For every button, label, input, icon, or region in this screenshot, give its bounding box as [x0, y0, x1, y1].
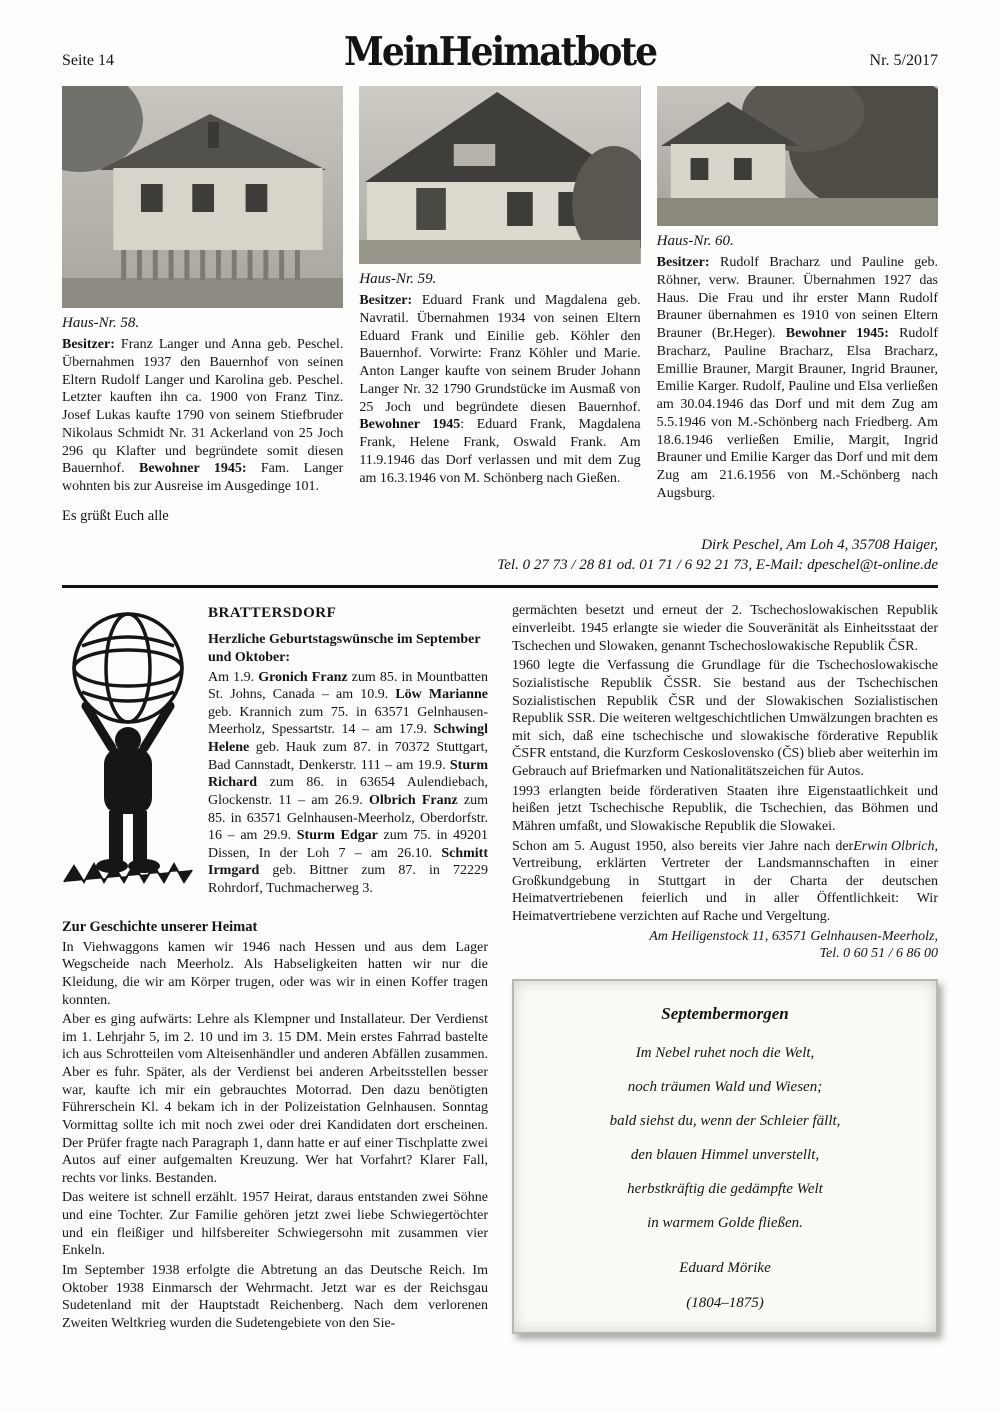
- house-60-column: [657, 86, 938, 525]
- house-60-text: Besitzer: Rudolf Bracharz und Pauline geb. Röhner, verw. Brauner. Übernahmen 1927 das Haus. Die Frau und ihr erster Mann Rudolf Brauner übernahmen es 1910 von seinen Eltern Brauner (Br.Heger). Bewohner 1945: Rudolf Bracharz, Pauline Bracharz, Elsa Bracharz, Emillie Brauner, Margit Brauner, Ingrid Brauner, Emilie Karger. Rudolf, Pauline und Elsa verließen am 30.04.1946 das Dorf und mit dem Zug am 5.5.1946 von M.-Schönberg nach Friedberg. Am 18.6.1946 verließen Emilie, Margit, Ingrid Brauner und Emilie Karger das Dorf und mit dem Zug am 21.6.1956 von M.-Schönberg nach Augsburg.: [656, 255, 938, 501]
- section-divider: [62, 585, 938, 588]
- house-59-column: [359, 86, 640, 525]
- left-column: [62, 602, 488, 1334]
- house-59-caption: Haus-Nr. 59.: [359, 271, 437, 287]
- olbrich-phone: Tel. 0 60 51 / 6 86 00: [819, 946, 938, 962]
- poem-line: in warmem Golde fließen.: [647, 1214, 803, 1231]
- birthday-list: Am 1.9. Gronich Franz zum 85. in Mountbatten St. Johns, Canada – am 10.9. Löw Marianne geb. Krannich zum 75. in 63571 Gelnhausen-Meerholz, Spessartstr. 14 – am 17.9. Schwingl Helene geb. Hauk zum 87. in 70372 Stuttgart, Bad Cannstadt, Denkerstr. 111 – am 19.9. Sturm Richard zum 86. in 63654 Aulendiebach, Glockenstr. 11 – am 26.9. Olbrich Franz zum 85. in 63571 Gelnhausen-Meerholz, Oberdorfstr. 16 – am 29.9. Sturm Edgar zum 75. in 49201 Dissen, In der Loh 7 – am 26.10. Schmitt Irmgard geb. Bittner zum 87. in 72229 Rohrdorf, Tuchmacherweg 3.: [208, 669, 489, 897]
- house-60-caption: Haus-Nr. 60.: [656, 233, 734, 249]
- poem-years: (1804–1875): [686, 1294, 764, 1311]
- house-60-photo: [657, 86, 938, 226]
- history-paragraph-3: Das weitere ist schnell erzählt. 1957 Heirat, daraus entstanden zwei Söhne und eine Tochter. Zur Familie gehören jetzt zwei liebe Schwiegertöchter und ein fleißiger und hilfsbereiter Schwiegersohn mit zusammen vier Enkeln.: [62, 1190, 488, 1259]
- history-paragraph-4: Im September 1938 erfolgte die Abtretung an das Deutsche Reich. Im Oktober 1938 Einmarsch der Wehrmacht. Jetzt war es der Reichsgau Sudetenland mit der Hauptstadt Reichenberg. Nach dem verlorenen Zweiten Weltkrieg wurden die Sudetengebiete von den Sie-: [62, 1262, 488, 1331]
- brattersdorf-heading: BRATTERSDORF: [208, 605, 337, 622]
- poem-title: Septembermorgen: [661, 1003, 789, 1023]
- contact-name-address: Dirk Peschel, Am Loh 4, 35708 Haiger,: [701, 536, 938, 553]
- history-paragraph-1: In Viehwaggons kamen wir 1946 nach Hessen und aus dem Lager Wegscheide nach Meerholz. Als Habseligkeiten hatten wir nur die Kleidung, die wir am Körper trugen, oder was wir in einen Koffer tragen konnten.: [62, 939, 488, 1008]
- poem-line: noch träumen Wald und Wiesen;: [627, 1079, 823, 1096]
- bottom-section: [62, 602, 938, 1334]
- contact-signature: [62, 535, 938, 576]
- greeting-line: Es grüßt Euch alle: [62, 507, 169, 524]
- birthday-subheading: Herzliche Geburtstagswünsche im September und Oktober:: [208, 632, 481, 665]
- house-58-column: [62, 86, 343, 525]
- poem-line: den blauen Himmel unverstellt,: [630, 1146, 820, 1163]
- olbrich-address: Am Heiligenstock 11, 63571 Gelnhausen-Meerholz,: [649, 928, 938, 944]
- charta-paragraph: Erwin Olbrich, Schon am 5. August 1950, also bereits vier Jahre nach der Vertreibung, erklärten Vertreter der Landsmannschaften in einer Großkundgebung in Stuttgart in der Charta der deutschen Heimatvertriebenen feierlich und in aller Öffentlichkeit: Wir Heimatvertriebene verzichten auf Rache und Vergeltung.: [512, 838, 938, 925]
- poem-line: bald siehst du, wenn der Schleier fällt,: [609, 1113, 841, 1130]
- right-column: [512, 602, 938, 1334]
- houses-section: [62, 86, 938, 525]
- atlas-illustration: [62, 606, 194, 912]
- house-58-caption: Haus-Nr. 58.: [62, 315, 140, 331]
- history-heading: Zur Geschichte unserer Heimat: [62, 919, 258, 936]
- house-58-photo: [62, 86, 343, 308]
- history-paragraph-2: Aber es ging aufwärts: Lehre als Klempner und Installateur. Der Verdienst im 1. Lehrjahr 5, im 2. 10 und im 3. 15 DM. Mein erstes Fahrrad bastelte ich aus Schrotteilen vom Alteisenhändler und anderen Abfällen zusammen. Aber es fuhr. Später, als der Verdienst bei anderen Arbeitsstellen besser war, kaufte ich mir ein gebrauchtes Motorrad. Den dazu benötigten Führerschein Kl. 4 bekam ich in der Polizeistation Gelnhausen. Sonntag Vormittag sollte ich mit noch zwei oder drei Kandidaten dort erscheinen. Der Prüfer fragte nach Paragraph 1, dann hatte er auf einer Tischplatte zwei Autos auf einer aufgemalten Kreuzung. Wer hat Vorfahrt? Klarer Fall, rechts vor links. Bestanden.: [62, 1012, 488, 1186]
- contact-phone-email: Tel. 0 27 73 / 28 81 od. 01 71 / 6 92 21 73, E-Mail: dpeschel@t-online.de: [497, 557, 938, 574]
- poem-author: Eduard Mörike: [679, 1259, 771, 1276]
- continuation-paragraph-1: germächten besetzt und erneut der 2. Tschechoslowakischen Republik einverleibt. 1945 erlangte sie wieder die Souveränität als Einheitsstaat der Tschechen und Slowaken, genannt Tschechoslowakische Republik ČSR.: [512, 603, 938, 654]
- poem-line: Im Nebel ruhet noch die Welt,: [635, 1045, 815, 1062]
- house-59-photo: [359, 86, 640, 264]
- poem-box: [512, 979, 938, 1335]
- page-header: [62, 29, 938, 75]
- continuation-paragraph-2: 1960 legte die Verfassung die Grundlage für die Tschechoslowakische Sozialistische Republik ČSSR. Sie bestand aus der Tschechischen Sozialistischen Republik ČSR und der Slowakischen Sozialistischen Republik SSR. Die weiteren weltgeschichtlichen Umwälzungen brachten es mit sich, daß eine tschechische und slowakische förderative Republik ČSFR entstand, die Kurzform Ceskoslovensko (ČS) blieb aber weiterhin im Gebrauch auf Briefmarken und Nationalitätszeichen für Autos.: [512, 658, 938, 780]
- house-59-text: Besitzer: Eduard Frank und Magdalena geb. Navratil. Übernahmen 1934 von seinen Eltern Eduard Frank und Einilie geb. Köhler den Bauernhof. Vorwirte: Franz Köhler und Marie. Anton Langer kaufte von seinem Bruder Johann Langer Nr. 32 1790 Grundstücke im Ausmaß von 25 Joch und begründete diesen Bauernhof. Bewohner 1945: Eduard Frank, Magdalena Frank, Helene Frank, Oswald Frank. Am 11.9.1946 das Dorf verlassen und mit dem Zug am 16.3.1946 von M. Schönberg nach Gießen.: [359, 293, 641, 486]
- house-58-text: Besitzer: Franz Langer und Anna geb. Peschel. Übernahmen 1937 den Bauernhof von seinen Eltern Rudolf Langer und Karolina geb. Peschel. Letzter kauften ihn ca. 1900 von Franz Tinz. Josef Lukas kaufte 1790 von seinem Stiefbruder Nikolaus Schmidt Nr. 31 Ackerland von 25 Joch 296 qu Klafter und begründete somit diesen Bauernhof. Bewohner 1945: Fam. Langer wohnten bis zur Ausreise im Ausgedinge 101.: [62, 337, 344, 495]
- issue-number: Nr. 5/2017: [869, 52, 938, 69]
- continuation-paragraph-3: 1993 erlangten beide förderativen Staaten ihre Eigenstaatlichkeit und heißen jetzt Tschechische Republik, die Tschechien, das Böhmen und Mähren umfaßt, und Slowakische Republik die Slowakei.: [512, 783, 938, 834]
- page-number: Seite 14: [62, 52, 114, 69]
- poem-line: herbstkräftig die gedämpfte Welt: [627, 1180, 823, 1197]
- masthead-logo: MeinHeimatbote: [344, 29, 656, 75]
